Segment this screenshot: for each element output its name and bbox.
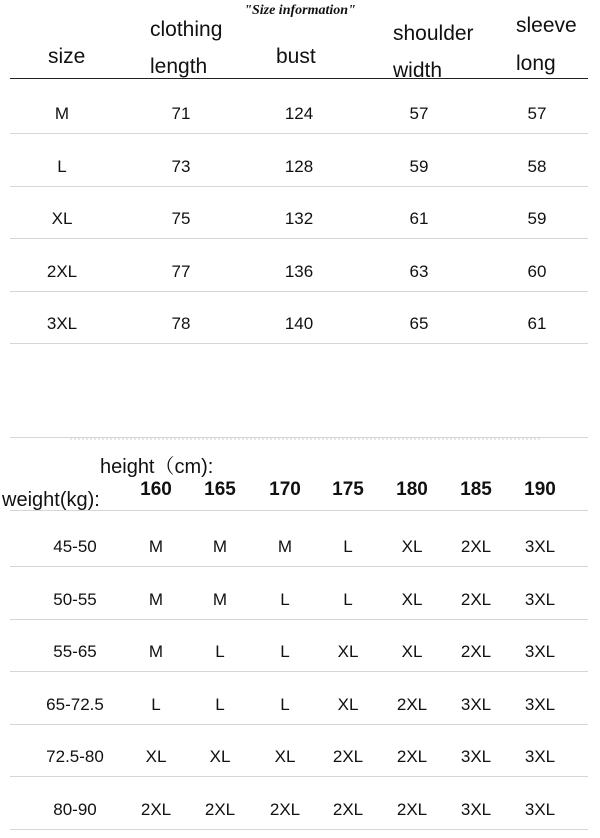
cell-sleeve-long: 58 [527,156,547,176]
header-sleeve-long-line1: sleeve [516,14,577,37]
page-title: "Size information" [244,3,356,18]
cell-size: 2XL [332,799,364,819]
cell-shoulder-width: 63 [409,261,429,281]
cell-shoulder-width: 61 [409,209,429,228]
cell-size: L [215,694,225,714]
cell-weight: 72.5-80 [46,747,104,766]
cell-size: L [343,537,353,556]
cell-size: 2XL [460,589,492,609]
cell-size: XL [145,747,167,766]
cell-size: 3XL [460,747,492,766]
row-divider [10,133,588,134]
cell-size: XL [51,209,73,228]
cell-size: 2XL [269,799,301,819]
row-divider [10,776,588,777]
cell-size: XL [337,694,359,714]
header-clothing-length-line1: clothing [150,18,223,41]
cell-shoulder-width: 65 [409,314,429,333]
cell-size: L [57,156,67,176]
row-divider [10,186,588,187]
cell-weight: 80-90 [53,799,97,819]
cell-size: M [212,537,228,556]
header-bust: bust [276,45,316,68]
cell-size: 2XL [332,747,364,766]
cell-bust: 136 [284,261,314,281]
height-value: 185 [460,479,492,500]
header-shoulder-width-line2: width [393,59,443,82]
cell-size: L [215,642,225,661]
cell-weight: 55-65 [53,642,97,661]
cell-bust: 128 [284,156,314,176]
cell-size: XL [401,537,423,556]
cell-clothing-length: 73 [171,156,191,176]
size-table-header-rule [10,78,588,79]
row-divider [10,238,588,239]
cell-size: 2XL [460,642,492,661]
cell-size: L [280,589,290,609]
cell-weight: 45-50 [53,537,97,556]
cell-size: 3XL [524,747,556,766]
height-value: 175 [332,479,364,500]
cell-size: 2XL [396,694,428,714]
row-divider [10,829,588,830]
cell-size: XL [401,589,423,609]
weight-label: weight(kg): [2,489,100,511]
cell-size: 3XL [524,694,556,714]
cell-bust: 132 [284,209,314,228]
cell-sleeve-long: 57 [527,104,547,123]
cell-clothing-length: 78 [171,314,191,333]
header-sleeve-long-line2: long [516,52,556,75]
cell-weight: 50-55 [53,589,97,609]
row-divider [10,724,588,725]
cell-size: L [280,694,290,714]
header-shoulder-width-line1: shoulder [393,22,474,45]
cell-size: 3XL [524,642,556,661]
cell-clothing-length: 75 [171,209,191,228]
cell-size: XL [401,642,423,661]
row-divider [10,619,588,620]
cell-size: M [148,642,164,661]
cell-sleeve-long: 59 [527,209,547,228]
cell-size: 3XL [524,799,556,819]
height-label: height（cm): [100,456,214,478]
cell-size: L [280,642,290,661]
height-table-header-rule [10,510,588,511]
cell-size: L [151,694,161,714]
row-divider [10,566,588,567]
cell-size: XL [209,747,231,766]
cell-size: M [212,589,228,609]
cell-size: 2XL [140,799,172,819]
cell-size: XL [337,642,359,661]
cell-size: 3XL [46,314,78,333]
cell-size: 2XL [204,799,236,819]
cell-weight: 65-72.5 [46,694,104,714]
cell-size: 2XL [396,747,428,766]
cell-shoulder-width: 59 [409,156,429,176]
cell-size: M [148,589,164,609]
row-divider [10,671,588,672]
cell-sleeve-long: 61 [527,314,547,333]
cell-clothing-length: 71 [171,104,191,123]
cell-size: 2XL [460,537,492,556]
cell-size: 3XL [460,799,492,819]
height-table-top-rule [10,437,588,438]
height-value: 170 [269,479,301,500]
header-clothing-length-line2: length [150,55,208,78]
cell-size: M [148,537,164,556]
cell-shoulder-width: 57 [409,104,429,123]
cell-clothing-length: 77 [171,261,191,281]
cell-size: XL [274,747,296,766]
cell-bust: 140 [284,314,314,333]
height-value: 180 [396,479,428,500]
row-divider [10,343,588,344]
height-value: 165 [204,479,236,500]
cell-size: M [277,537,293,556]
cell-sleeve-long: 60 [527,261,547,281]
height-value: 160 [140,479,172,500]
faint-artifact [70,438,540,446]
cell-bust: 124 [284,104,314,123]
cell-size: 3XL [460,694,492,714]
row-divider [10,291,588,292]
cell-size: M [54,104,70,123]
cell-size: 3XL [524,537,556,556]
cell-size: 3XL [524,589,556,609]
cell-size: L [343,589,353,609]
cell-size: 2XL [46,261,78,281]
height-value: 190 [524,479,556,500]
header-size: size [48,45,86,68]
cell-size: 2XL [396,799,428,819]
